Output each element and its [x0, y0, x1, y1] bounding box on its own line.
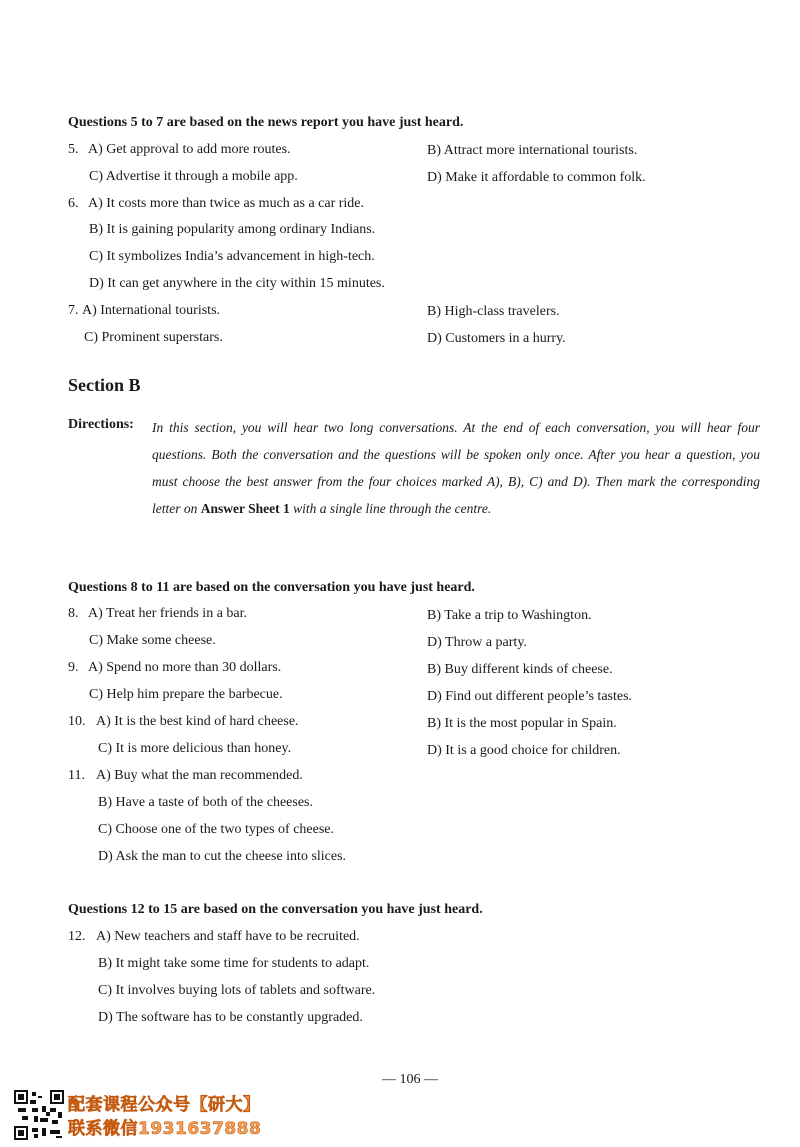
directions-text: [152, 414, 760, 522]
qr-code: [14, 1090, 64, 1145]
question-number: 11.: [68, 768, 85, 783]
question-number: 10.: [68, 714, 86, 729]
option-c: C) Help him prepare the barbecue.: [89, 687, 283, 702]
option-c: C) It involves buying lots of tablets and software.: [98, 983, 376, 998]
directions-text-part: with a single line through the centre.: [293, 501, 492, 516]
qr-code-icon: [14, 1090, 64, 1140]
option-c: C) Choose one of the two types of cheese.: [98, 822, 334, 837]
option-b: B) It is gaining popularity among ordinary Indians.: [89, 222, 376, 237]
question-number: 7.: [68, 303, 79, 318]
page-number: — 106 —: [382, 1072, 438, 1087]
option-a: A) Spend no more than 30 dollars.: [88, 660, 282, 675]
section-b-title: Section B: [68, 375, 141, 395]
option-b: B) Attract more international tourists.: [427, 143, 638, 158]
option-c: C) Advertise it through a mobile app.: [89, 169, 298, 184]
option-a: A) Treat her friends in a bar.: [88, 606, 248, 621]
option-b: B) Have a taste of both of the cheeses.: [98, 795, 313, 810]
option-c: C) Make some cheese.: [89, 633, 216, 648]
option-b: B) Take a trip to Washington.: [427, 608, 592, 623]
option-c: C) It is more delicious than honey.: [98, 741, 292, 756]
option-d: D) Make it affordable to common folk.: [427, 170, 646, 185]
option-a: A) Get approval to add more routes.: [88, 142, 291, 157]
question-number: 8.: [68, 606, 79, 621]
question-number: 5.: [68, 142, 79, 157]
option-d: D) Customers in a hurry.: [427, 331, 566, 346]
option-c: C) Prominent superstars.: [84, 330, 223, 345]
directions-label: Directions:: [68, 417, 134, 432]
option-c: C) It symbolizes India’s advancement in high-tech.: [89, 249, 375, 264]
option-a: A) It is the best kind of hard cheese.: [96, 714, 299, 729]
option-b: B) Buy different kinds of cheese.: [427, 662, 613, 677]
option-d: D) It can get anywhere in the city within 15 minutes.: [89, 276, 385, 291]
option-d: D) The software has to be constantly upgraded.: [98, 1010, 363, 1025]
question-number: 12.: [68, 929, 86, 944]
option-a: A) Buy what the man recommended.: [96, 768, 303, 783]
heading-questions-8-11: Questions 8 to 11 are based on the conversation you have just heard.: [68, 580, 475, 595]
heading-questions-5-7: Questions 5 to 7 are based on the news report you have just heard.: [68, 115, 464, 130]
watermark-line-2: 联系微信1931637888: [68, 1119, 262, 1139]
heading-questions-12-15: Questions 12 to 15 are based on the conversation you have just heard.: [68, 902, 483, 917]
option-d: D) It is a good choice for children.: [427, 743, 621, 758]
option-d: D) Throw a party.: [427, 635, 527, 650]
option-d: D) Ask the man to cut the cheese into slices.: [98, 849, 347, 864]
option-b: B) It is the most popular in Spain.: [427, 716, 617, 731]
option-a: A) It costs more than twice as much as a car ride.: [88, 196, 365, 211]
option-d: D) Find out different people’s tastes.: [427, 689, 633, 704]
answer-sheet-label: Answer Sheet 1: [200, 501, 290, 516]
option-a: A) International tourists.: [82, 303, 221, 318]
question-number: 6.: [68, 196, 79, 211]
option-a: A) New teachers and staff have to be recruited.: [96, 929, 360, 944]
watermark-line-1: 配套课程公众号【研大】: [68, 1095, 261, 1115]
directions-text-part: In this section, you will hear two long conversations. At the end of each conversation, you will hear four questions. Both the conversation and the questions will be spoken only once. After you hear a question, you must choose the best answer from the four choices marked A), B), C) and D). Then mark the corresponding letter on: [152, 420, 760, 516]
option-b: B) It might take some time for students to adapt.: [98, 956, 370, 971]
option-b: B) High-class travelers.: [427, 304, 560, 319]
question-number: 9.: [68, 660, 79, 675]
